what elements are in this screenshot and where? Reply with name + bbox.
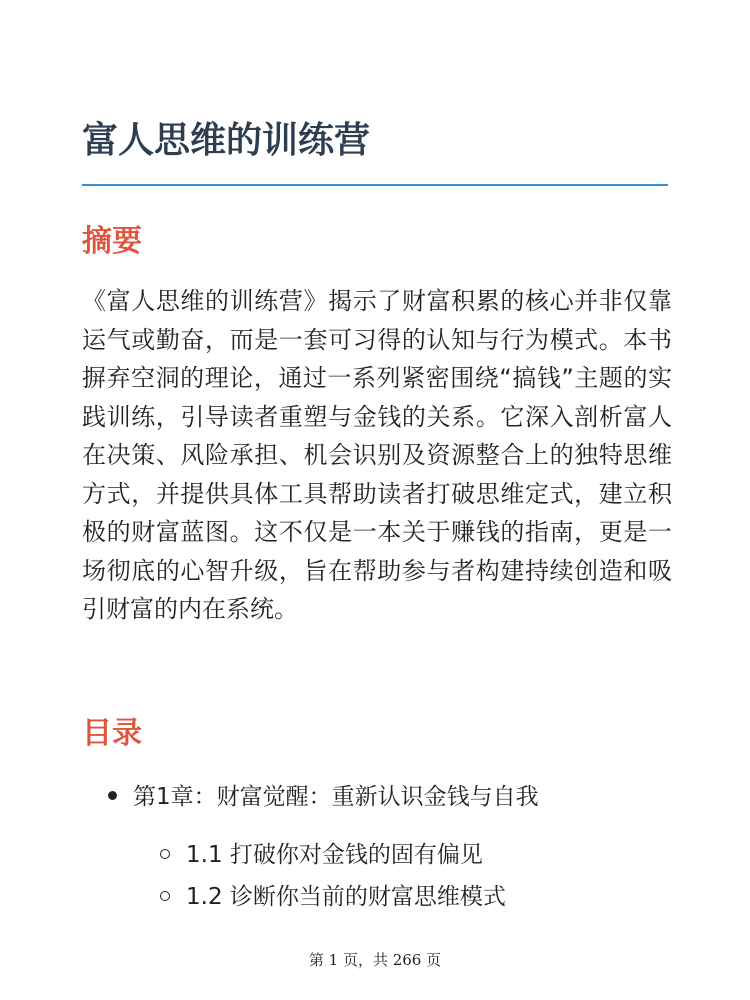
toc-section-1-1[interactable]	[160, 838, 483, 872]
title-divider	[82, 184, 668, 186]
page-footer: 第 1 页，共 266 页	[308, 951, 442, 969]
toc-section-1-1-label: 1.1 打破你对金钱的固有偏见	[186, 842, 483, 868]
bullet-disc-icon	[108, 791, 117, 800]
bullet-circle-icon	[160, 891, 170, 901]
document-title: 富人思维的训练营	[82, 120, 371, 161]
abstract-heading: 摘要	[82, 224, 142, 259]
toc-chapter-1-label: 第1章：财富觉醒：重新认识金钱与自我	[133, 784, 539, 810]
toc-heading: 目录	[82, 716, 142, 751]
abstract-body: 《富人思维的训练营》揭示了财富积累的核心并非仅靠运气或勤奋，而是一套可习得的认知与行为模式。本书摒弃空洞的理论，通过一系列紧密围绕“搞钱”主题的实践训练，引导读者重塑与金钱的关系。它深入剖析富人在决策、风险承担、机会识别及资源整合上的独特思维方式，并提供具体工具帮助读者打破思维定式，建立积极的财富蓝图。这不仅是一本关于赚钱的指南，更是一场彻底的心智升级，旨在帮助参与者构建持续创造和吸引财富的内在系统。	[82, 287, 672, 623]
bullet-circle-icon	[160, 849, 170, 859]
toc-section-1-2[interactable]	[160, 880, 506, 914]
toc-section-1-2-label: 1.2 诊断你当前的财富思维模式	[186, 884, 506, 910]
toc-chapter-1[interactable]	[108, 780, 539, 814]
